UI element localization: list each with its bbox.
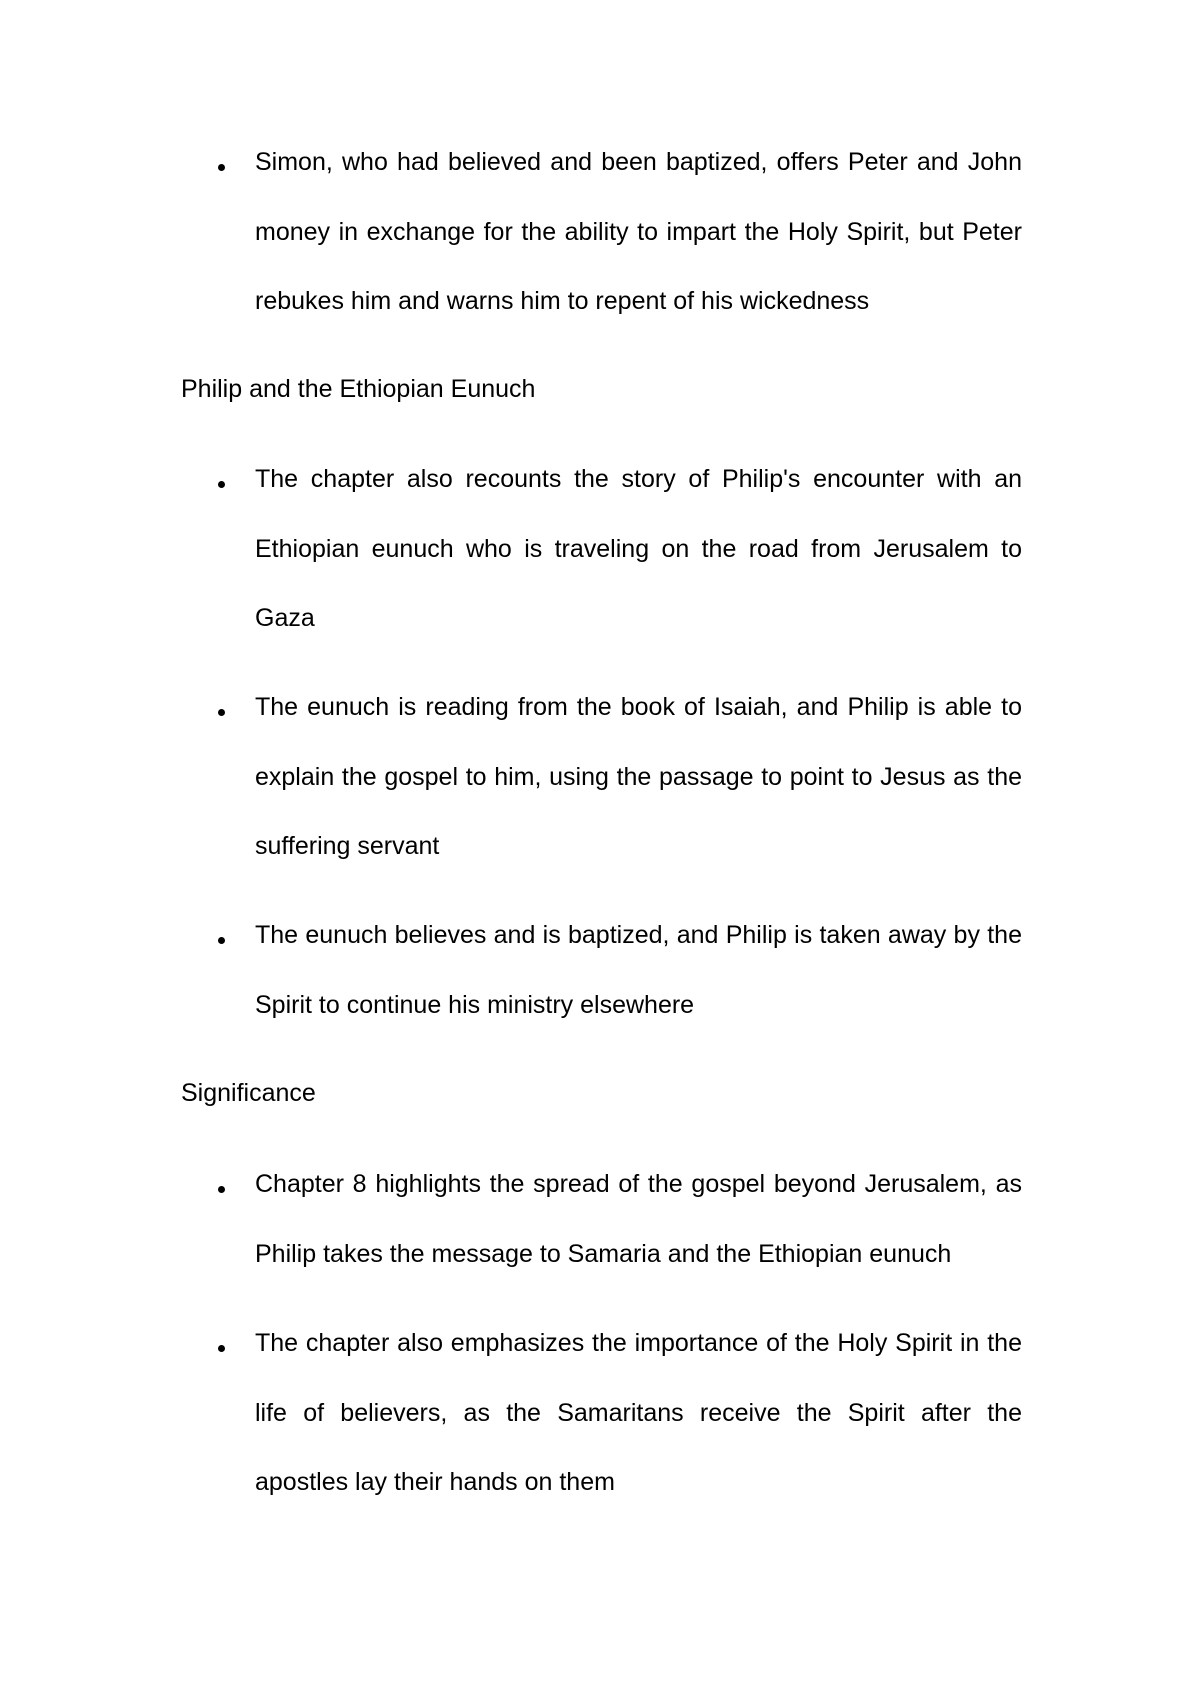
bullet-dot [218,1186,225,1193]
bullet-dot [218,937,225,944]
bullet-dot [218,481,225,488]
bullet-text: The eunuch believes and is baptized, and Philip is taken away by the Spirit to continue his ministry elsewhere [255,921,1022,1019]
bullet-text: The eunuch is reading from the book of Isaiah, and Philip is able to explain the gospel to him, using the passage to point to Jesus as the suffering servant [255,693,1022,861]
bullet-text: The chapter also emphasizes the importance of the Holy Spirit in the life of believers, as the Samaritans receive the Spirit after the apostles lay their hands on them [255,1329,1022,1497]
bullet-text: Simon, who had believed and been baptized, offers Peter and John money in exchange for the ability to impart the Holy Spirit, but Peter rebukes him and warns him to repent of his wickedness [255,148,1022,316]
section-heading-significance: Significance [181,1079,316,1107]
section-heading-philip: Philip and the Ethiopian Eunuch [181,375,536,403]
bullet-dot [218,709,225,716]
bullet-text: The chapter also recounts the story of Philip's encounter with an Ethiopian eunuch who is traveling on the road from Jerusalem to Gaza [255,465,1022,633]
bullet-text: Chapter 8 highlights the spread of the gospel beyond Jerusalem, as Philip takes the message to Samaria and the Ethiopian eunuch [255,1170,1022,1268]
bullet-dot [218,164,225,171]
bullet-dot [218,1345,225,1352]
